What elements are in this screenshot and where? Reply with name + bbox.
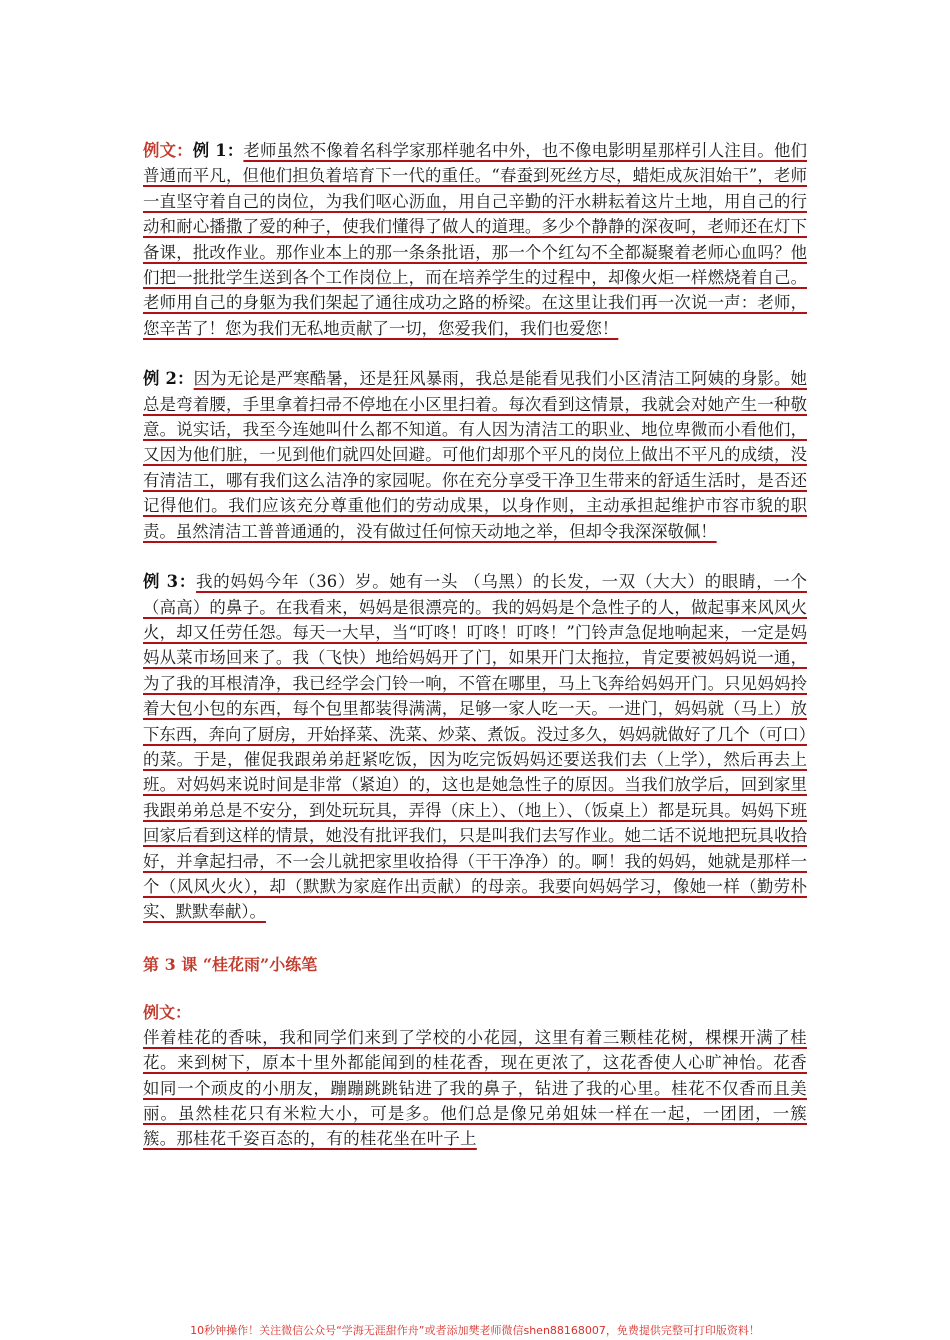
example-3-paragraph	[143, 569, 807, 925]
example-3-label: 例 3：	[143, 572, 197, 592]
example-3-text: 我的妈妈今年（36）岁。她有一头 （乌黑）的长发，一双（大大）的眼睛，一个 （高高）的鼻子。在我看来，妈妈是很漂亮的。我的妈妈是个急性子的人，做起事来风风火火，却又任劳任怨。每天一大早，当“叮咚！叮咚！叮咚！”门铃声急促地响起来，一定是妈妈从菜市场回来了。我（飞快）地给妈妈开了门，如果开门太拖拉，肯定要被妈妈说一通，为了我的耳根清净，我已经学会门铃一响，不管在哪里，马上飞奔给妈妈开门。只见妈妈拎着大包小包的东西，每个包里都装得满满，足够一家人吃一天。一进门，妈妈就（马上）放下东西，奔向了厨房，开始择菜、洗菜、炒菜、煮饭。没过多久，妈妈就做好了几个（可口）的菜。于是，催促我跟弟弟赶紧吃饭，因为吃完饭妈妈还要送我们去（上学），然后再去上班。对妈妈来说时间是非常（紧迫）的，这也是她急性子的原因。当我们放学后，回到家里我跟弟弟总是不安分，到处玩玩具，弄得（床上）、（地上）、（饭桌上）都是玩具。妈妈下班回家后看到这样的情景，她没有批评我们，只是叫我们去写作业。她二话不说地把玩具收拾好，并拿起扫帚，不一会儿就把家里收拾得（干干净净）的。啊！我的妈妈，她就是那样一个（风风火火），却（默默为家庭作出贡献）的母亲。我要向妈妈学习，像她一样（勤劳朴实、默默奉献）。	[143, 572, 807, 922]
example-4-text: 伴着桂花的香味，我和同学们来到了学校的小花园，这里有着三颗桂花树，棵棵开满了桂花。来到树下，原本十里外都能闻到的桂花香，现在更浓了，这花香使人心旷神怡。花香如同一个顽皮的小朋友，蹦蹦跳跳钻进了我的鼻子，钻进了我的心里。桂花不仅香而且美丽。虽然桂花只有米粒大小，可是多。他们总是像兄弟姐妹一样在一起，一团团，一簇簇。那桂花千姿百态的，有的桂花坐在叶子上	[143, 1027, 807, 1149]
example-1-text: 老师虽然不像着名科学家那样驰名中外，也不像电影明星那样引人注目。他们普通而平凡，但他们担负着培育下一代的重任。“春蚕到死丝方尽，蜡炬成灰泪始干”，老师一直坚守着自己的岗位，为我们呕心沥血，用自己辛勤的汗水耕耘着这片土地，用自己的行动和耐心播撒了爱的种子，使我们懂得了做人的道理。多少个静静的深夜呵，老师还在灯下备课，批改作业。那作业本上的那一条条批语，那一个个红勾不全都凝聚着老师心血吗？他们把一批批学生送到各个工作岗位上，而在培养学生的过程中，却像火炬一样燃烧着自己。老师用自己的身躯为我们架起了通往成功之路的桥梁。在这里让我们再一次说一声：老师，您辛苦了！您为我们无私地贡献了一切，您爱我们，我们也爱您！	[143, 141, 807, 338]
example-4-paragraph	[143, 1025, 807, 1152]
example-prefix: 例文：	[143, 141, 193, 160]
footer-promo: 10秒钟操作！关注微信公众号“学海无涯甜作舟”或者添加樊老师微信shen88168007，免费提供完整可打印版资料！	[190, 1324, 760, 1337]
example-4-label: 例文：	[143, 1002, 192, 1022]
document-body	[143, 138, 807, 1152]
lesson-heading: 第 3 课 “桂花雨”小练笔	[143, 954, 318, 974]
example-1-paragraph	[143, 138, 807, 341]
example-2-label: 例 2：	[143, 369, 194, 389]
example-2-paragraph	[143, 366, 807, 544]
example-2-text: 因为无论是严寒酷暑，还是狂风暴雨，我总是能看见我们小区清洁工阿姨的身影。她总是弯着腰，手里拿着扫帚不停地在小区里扫着。每次看到这情景，我就会对她产生一种敬意。说实话，我至今连她叫什么都不知道。有人因为清洁工的职业、地位卑微而小看他们，又因为他们脏，一见到他们就四处回避。可他们却那个平凡的岗位上做出不平凡的成绩，没有清洁工，哪有我们这么洁净的家园呢。你在充分享受干净卫生带来的舒适生活时，是否还记得他们。我们应该充分尊重他们的劳动成果，以身作则，主动承担起维护市容市貌的职责。虽然清洁工普普通通的，没有做过任何惊天动地之举，但却令我深深敬佩！	[143, 369, 807, 541]
example-1-label: 例 1：	[192, 141, 244, 160]
